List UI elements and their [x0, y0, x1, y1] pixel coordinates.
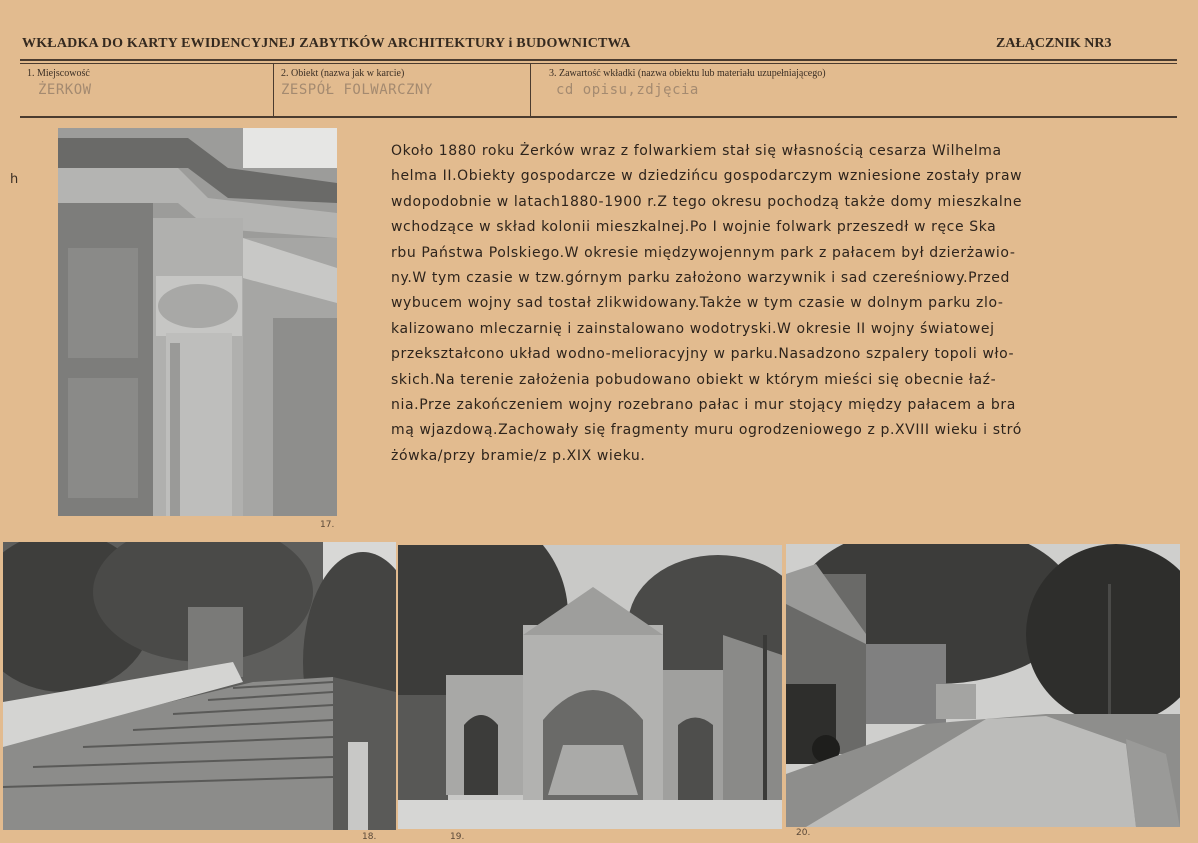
field-value-object: ZESPÓŁ FOLWARCZNY [281, 82, 433, 98]
margin-mark: h [10, 172, 19, 187]
field-label-contents: 3. Zawartość wkładki (nazwa obiektu lub materiału uzupełniającego) [549, 68, 826, 79]
description-line: wdopodobnie w latach1880-1900 r.Z tego okresu pochodzą także domy mieszkalne [391, 193, 1023, 210]
photo-gate [398, 545, 782, 829]
description-line: ny.W tym czasie w tzw.górnym parku założono warzywnik i sad czereśniowy.Przed [391, 270, 1010, 287]
field-divider-1 [273, 64, 274, 117]
description-line: skich.Na terenie założenia pobudowano obiekt w którym mieści się obecnie łaź- [391, 371, 997, 388]
description-line: Około 1880 roku Żerków wraz z folwarkiem stał się własnością cesarza Wilhelma [391, 143, 1002, 159]
field-label-object: 2. Obiekt (nazwa jak w karcie) [281, 68, 405, 79]
photo-road [786, 544, 1180, 827]
field-value-locality: ŻERKOW [38, 82, 92, 98]
description-line: helma II.Obiekty gospodarcze w dziedzińcu gospodarczym wzniesione zostały praw [391, 168, 1023, 185]
description-line: wchodzące w skład kolonii mieszkalnej.Po I wojnie folwark przeszedł w ręce Ska [391, 219, 997, 236]
header-rule-top-thin [20, 63, 1177, 64]
description-line: żówka/przy bramie/z p.XIX wieku. [391, 447, 646, 464]
description-line: rbu Państwa Polskiego.W okresie międzywojennym park z pałacem był dzierżawio- [391, 244, 1016, 261]
description-line: przekształcono układ wodno-melioracyjny w parku.Nasadzono szpalery topoli wło- [391, 346, 1015, 363]
field-divider-2 [530, 64, 531, 117]
photo-capital-detail [58, 128, 337, 516]
description-line: mą wjazdową.Zachowały się fragmenty muru ogrodzeniowego z p.XVIII wieku i stró [391, 422, 1022, 439]
photo-number-17: 17. [320, 520, 335, 530]
description-text [391, 139, 1181, 469]
field-value-contents: cd opisu,zdjęcia [556, 82, 699, 98]
photo-number-19: 19. [450, 832, 465, 842]
description-line: nia.Prze zakończeniem wojny rozebrano pałac i mur stojący między pałacem a bra [391, 397, 1016, 414]
form-title: WKŁADKA DO KARTY EWIDENCYJNEJ ZABYTKÓW ARCHITEKTURY i BUDOWNICTWA [22, 36, 631, 51]
fields-rule-bottom [20, 116, 1177, 118]
field-label-locality: 1. Miejscowość [27, 68, 90, 79]
photo-number-20: 20. [796, 828, 811, 838]
annex-number: ZAŁĄCZNIK NR3 [996, 36, 1112, 51]
description-line: wybucem wojny sad tostał zlikwidowany.Także w tym czasie w dolnym parku zlo- [391, 295, 1004, 312]
header-rule-top [20, 59, 1177, 61]
description-line: kalizowano mleczarnię i zainstalowano wodotryski.W okresie II wojny światowej [391, 320, 995, 337]
photo-number-18: 18. [362, 832, 377, 842]
photo-stairs [3, 542, 396, 830]
